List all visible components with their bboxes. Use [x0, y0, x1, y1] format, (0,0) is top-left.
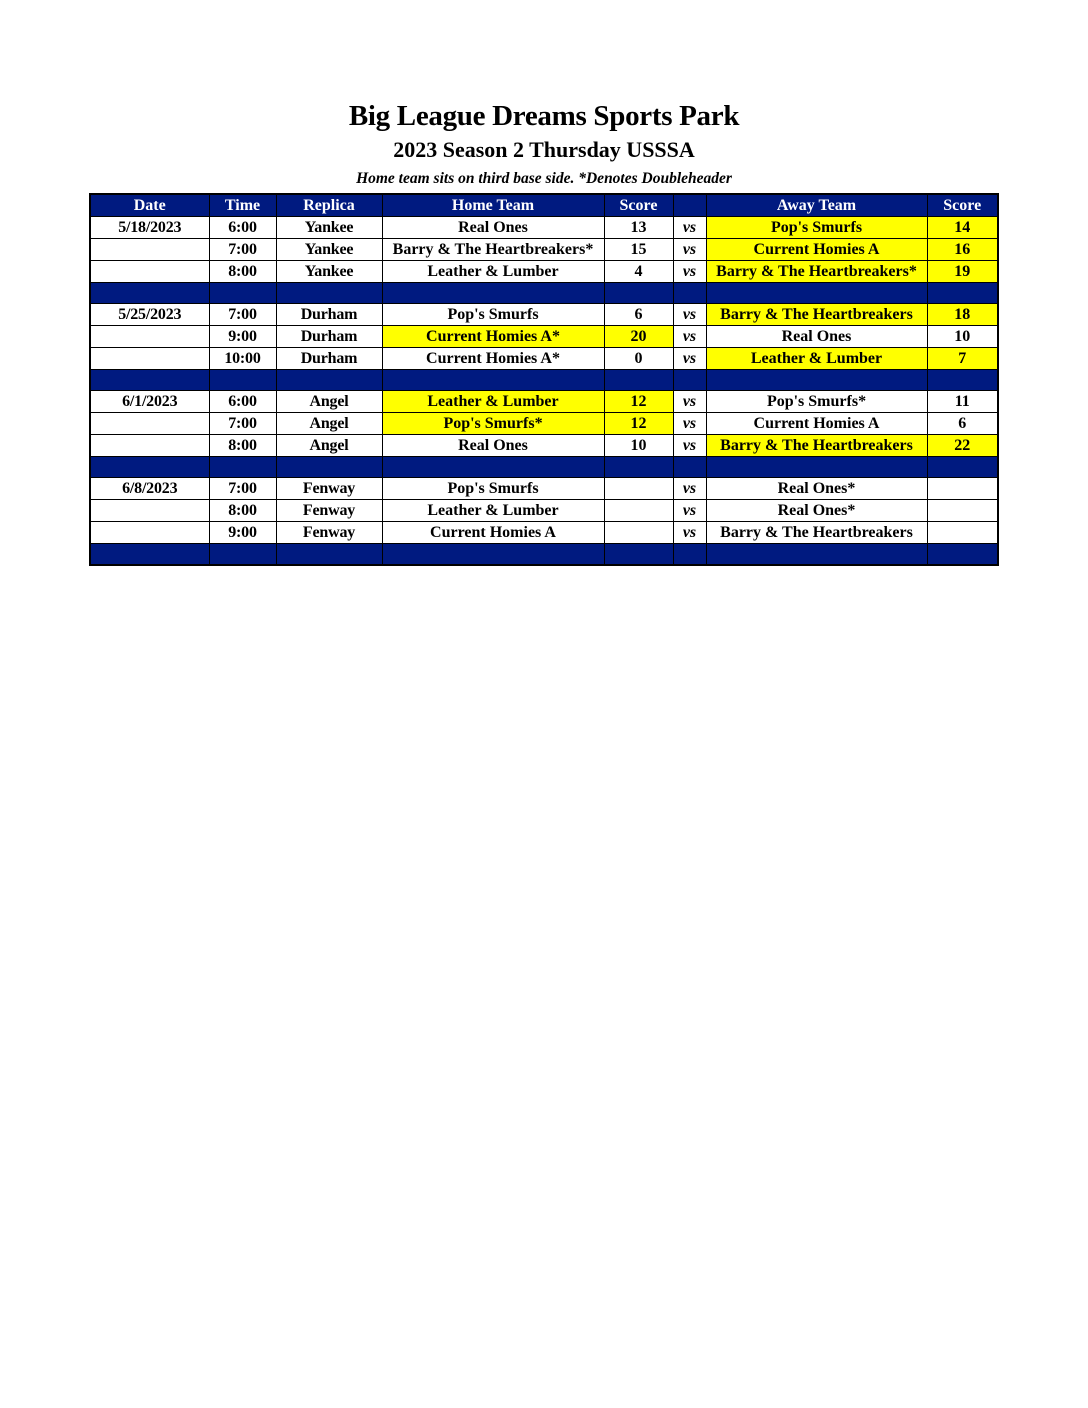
- divider-cell: [927, 457, 998, 478]
- away-score-cell: 10: [927, 326, 998, 348]
- date-cell: 6/1/2023: [90, 391, 209, 413]
- away-score-cell: 11: [927, 391, 998, 413]
- home-team-cell: Real Ones: [382, 217, 604, 239]
- away-score-cell: [927, 500, 998, 522]
- col-header-vs: [673, 194, 706, 217]
- game-row: [90, 239, 998, 261]
- divider-cell: [276, 283, 382, 304]
- divider-cell: [382, 544, 604, 566]
- home-score-cell: 4: [604, 261, 673, 283]
- divider-cell: [706, 544, 927, 566]
- divider-cell: [209, 283, 276, 304]
- divider-cell: [382, 283, 604, 304]
- divider-cell: [706, 370, 927, 391]
- replica-cell: Yankee: [276, 217, 382, 239]
- week-divider-row: [90, 370, 998, 391]
- time-cell: 7:00: [209, 304, 276, 326]
- vs-cell: vs: [673, 261, 706, 283]
- date-cell: [90, 348, 209, 370]
- away-score-cell: [927, 522, 998, 544]
- date-cell: 5/18/2023: [90, 217, 209, 239]
- replica-cell: Durham: [276, 348, 382, 370]
- replica-cell: Angel: [276, 391, 382, 413]
- time-cell: 7:00: [209, 413, 276, 435]
- home-team-cell: Current Homies A*: [382, 348, 604, 370]
- divider-cell: [673, 370, 706, 391]
- col-header-away-team: Away Team: [706, 194, 927, 217]
- week-divider-row: [90, 544, 998, 566]
- away-team-cell: Real Ones: [706, 326, 927, 348]
- col-header-away-score: Score: [927, 194, 998, 217]
- replica-cell: Durham: [276, 326, 382, 348]
- divider-cell: [706, 283, 927, 304]
- date-cell: 6/8/2023: [90, 478, 209, 500]
- home-score-cell: 6: [604, 304, 673, 326]
- game-row: [90, 391, 998, 413]
- divider-cell: [604, 283, 673, 304]
- replica-cell: Fenway: [276, 478, 382, 500]
- divider-cell: [927, 283, 998, 304]
- home-score-cell: 12: [604, 413, 673, 435]
- replica-cell: Fenway: [276, 500, 382, 522]
- away-score-cell: 6: [927, 413, 998, 435]
- home-team-cell: Real Ones: [382, 435, 604, 457]
- divider-cell: [673, 457, 706, 478]
- home-team-cell: Leather & Lumber: [382, 261, 604, 283]
- time-cell: 8:00: [209, 500, 276, 522]
- home-team-cell: Leather & Lumber: [382, 500, 604, 522]
- home-score-cell: 10: [604, 435, 673, 457]
- time-cell: 6:00: [209, 217, 276, 239]
- home-score-cell: 0: [604, 348, 673, 370]
- away-team-cell: Pop's Smurfs: [706, 217, 927, 239]
- divider-cell: [604, 457, 673, 478]
- divider-cell: [209, 544, 276, 566]
- away-score-cell: 16: [927, 239, 998, 261]
- col-header-home-score: Score: [604, 194, 673, 217]
- week-divider-row: [90, 457, 998, 478]
- divider-cell: [927, 544, 998, 566]
- away-score-cell: 22: [927, 435, 998, 457]
- home-team-cell: Current Homies A: [382, 522, 604, 544]
- date-cell: [90, 522, 209, 544]
- home-team-cell: Pop's Smurfs: [382, 478, 604, 500]
- home-score-cell: [604, 522, 673, 544]
- home-score-cell: 13: [604, 217, 673, 239]
- away-team-cell: Real Ones*: [706, 500, 927, 522]
- time-cell: 7:00: [209, 478, 276, 500]
- away-team-cell: Barry & The Heartbreakers: [706, 435, 927, 457]
- home-team-cell: Leather & Lumber: [382, 391, 604, 413]
- divider-cell: [90, 457, 209, 478]
- game-row: [90, 522, 998, 544]
- schedule-note: Home team sits on third base side. *Denotes Doubleheader: [356, 170, 732, 187]
- divider-cell: [276, 370, 382, 391]
- away-team-cell: Current Homies A: [706, 413, 927, 435]
- divider-cell: [209, 370, 276, 391]
- divider-cell: [90, 544, 209, 566]
- away-team-cell: Pop's Smurfs*: [706, 391, 927, 413]
- divider-cell: [706, 457, 927, 478]
- replica-cell: Yankee: [276, 261, 382, 283]
- time-cell: 7:00: [209, 239, 276, 261]
- date-cell: [90, 326, 209, 348]
- home-score-cell: 20: [604, 326, 673, 348]
- divider-cell: [927, 370, 998, 391]
- time-cell: 8:00: [209, 435, 276, 457]
- away-score-cell: 7: [927, 348, 998, 370]
- game-row: [90, 217, 998, 239]
- divider-cell: [604, 544, 673, 566]
- divider-cell: [604, 370, 673, 391]
- home-score-cell: 15: [604, 239, 673, 261]
- time-cell: 9:00: [209, 522, 276, 544]
- date-cell: [90, 500, 209, 522]
- replica-cell: Angel: [276, 435, 382, 457]
- away-team-cell: Barry & The Heartbreakers: [706, 522, 927, 544]
- header-row: [90, 194, 998, 217]
- time-cell: 8:00: [209, 261, 276, 283]
- home-score-cell: 12: [604, 391, 673, 413]
- game-row: [90, 500, 998, 522]
- vs-cell: vs: [673, 304, 706, 326]
- vs-cell: vs: [673, 217, 706, 239]
- col-header-date: Date: [90, 194, 209, 217]
- week-divider-row: [90, 283, 998, 304]
- replica-cell: Angel: [276, 413, 382, 435]
- away-score-cell: 19: [927, 261, 998, 283]
- away-score-cell: 18: [927, 304, 998, 326]
- col-header-home-team: Home Team: [382, 194, 604, 217]
- away-team-cell: Leather & Lumber: [706, 348, 927, 370]
- vs-cell: vs: [673, 239, 706, 261]
- replica-cell: Fenway: [276, 522, 382, 544]
- away-score-cell: [927, 478, 998, 500]
- divider-cell: [673, 283, 706, 304]
- divider-cell: [276, 544, 382, 566]
- col-header-time: Time: [209, 194, 276, 217]
- home-team-cell: Current Homies A*: [382, 326, 604, 348]
- vs-cell: vs: [673, 326, 706, 348]
- game-row: [90, 435, 998, 457]
- schedule-body: [90, 217, 998, 566]
- away-team-cell: Current Homies A: [706, 239, 927, 261]
- vs-cell: vs: [673, 435, 706, 457]
- divider-cell: [209, 457, 276, 478]
- vs-cell: vs: [673, 391, 706, 413]
- vs-cell: vs: [673, 348, 706, 370]
- away-team-cell: Real Ones*: [706, 478, 927, 500]
- date-cell: [90, 435, 209, 457]
- vs-cell: vs: [673, 478, 706, 500]
- time-cell: 10:00: [209, 348, 276, 370]
- time-cell: 6:00: [209, 391, 276, 413]
- page-title: Big League Dreams Sports Park: [348, 100, 740, 132]
- date-cell: [90, 239, 209, 261]
- col-header-replica: Replica: [276, 194, 382, 217]
- date-cell: [90, 261, 209, 283]
- divider-cell: [673, 544, 706, 566]
- home-team-cell: Pop's Smurfs*: [382, 413, 604, 435]
- home-team-cell: Pop's Smurfs: [382, 304, 604, 326]
- date-cell: 5/25/2023: [90, 304, 209, 326]
- divider-cell: [382, 370, 604, 391]
- game-row: [90, 478, 998, 500]
- vs-cell: vs: [673, 522, 706, 544]
- game-row: [90, 413, 998, 435]
- time-cell: 9:00: [209, 326, 276, 348]
- away-team-cell: Barry & The Heartbreakers: [706, 304, 927, 326]
- replica-cell: Yankee: [276, 239, 382, 261]
- game-row: [90, 261, 998, 283]
- date-cell: [90, 413, 209, 435]
- home-team-cell: Barry & The Heartbreakers*: [382, 239, 604, 261]
- game-row: [90, 348, 998, 370]
- divider-cell: [382, 457, 604, 478]
- divider-cell: [276, 457, 382, 478]
- vs-cell: vs: [673, 500, 706, 522]
- page-subtitle: 2023 Season 2 Thursday USSSA: [393, 137, 695, 162]
- replica-cell: Durham: [276, 304, 382, 326]
- away-score-cell: 14: [927, 217, 998, 239]
- schedule-table: [89, 193, 999, 566]
- divider-cell: [90, 283, 209, 304]
- vs-cell: vs: [673, 413, 706, 435]
- game-row: [90, 326, 998, 348]
- away-team-cell: Barry & The Heartbreakers*: [706, 261, 927, 283]
- home-score-cell: [604, 500, 673, 522]
- divider-cell: [90, 370, 209, 391]
- game-row: [90, 304, 998, 326]
- home-score-cell: [604, 478, 673, 500]
